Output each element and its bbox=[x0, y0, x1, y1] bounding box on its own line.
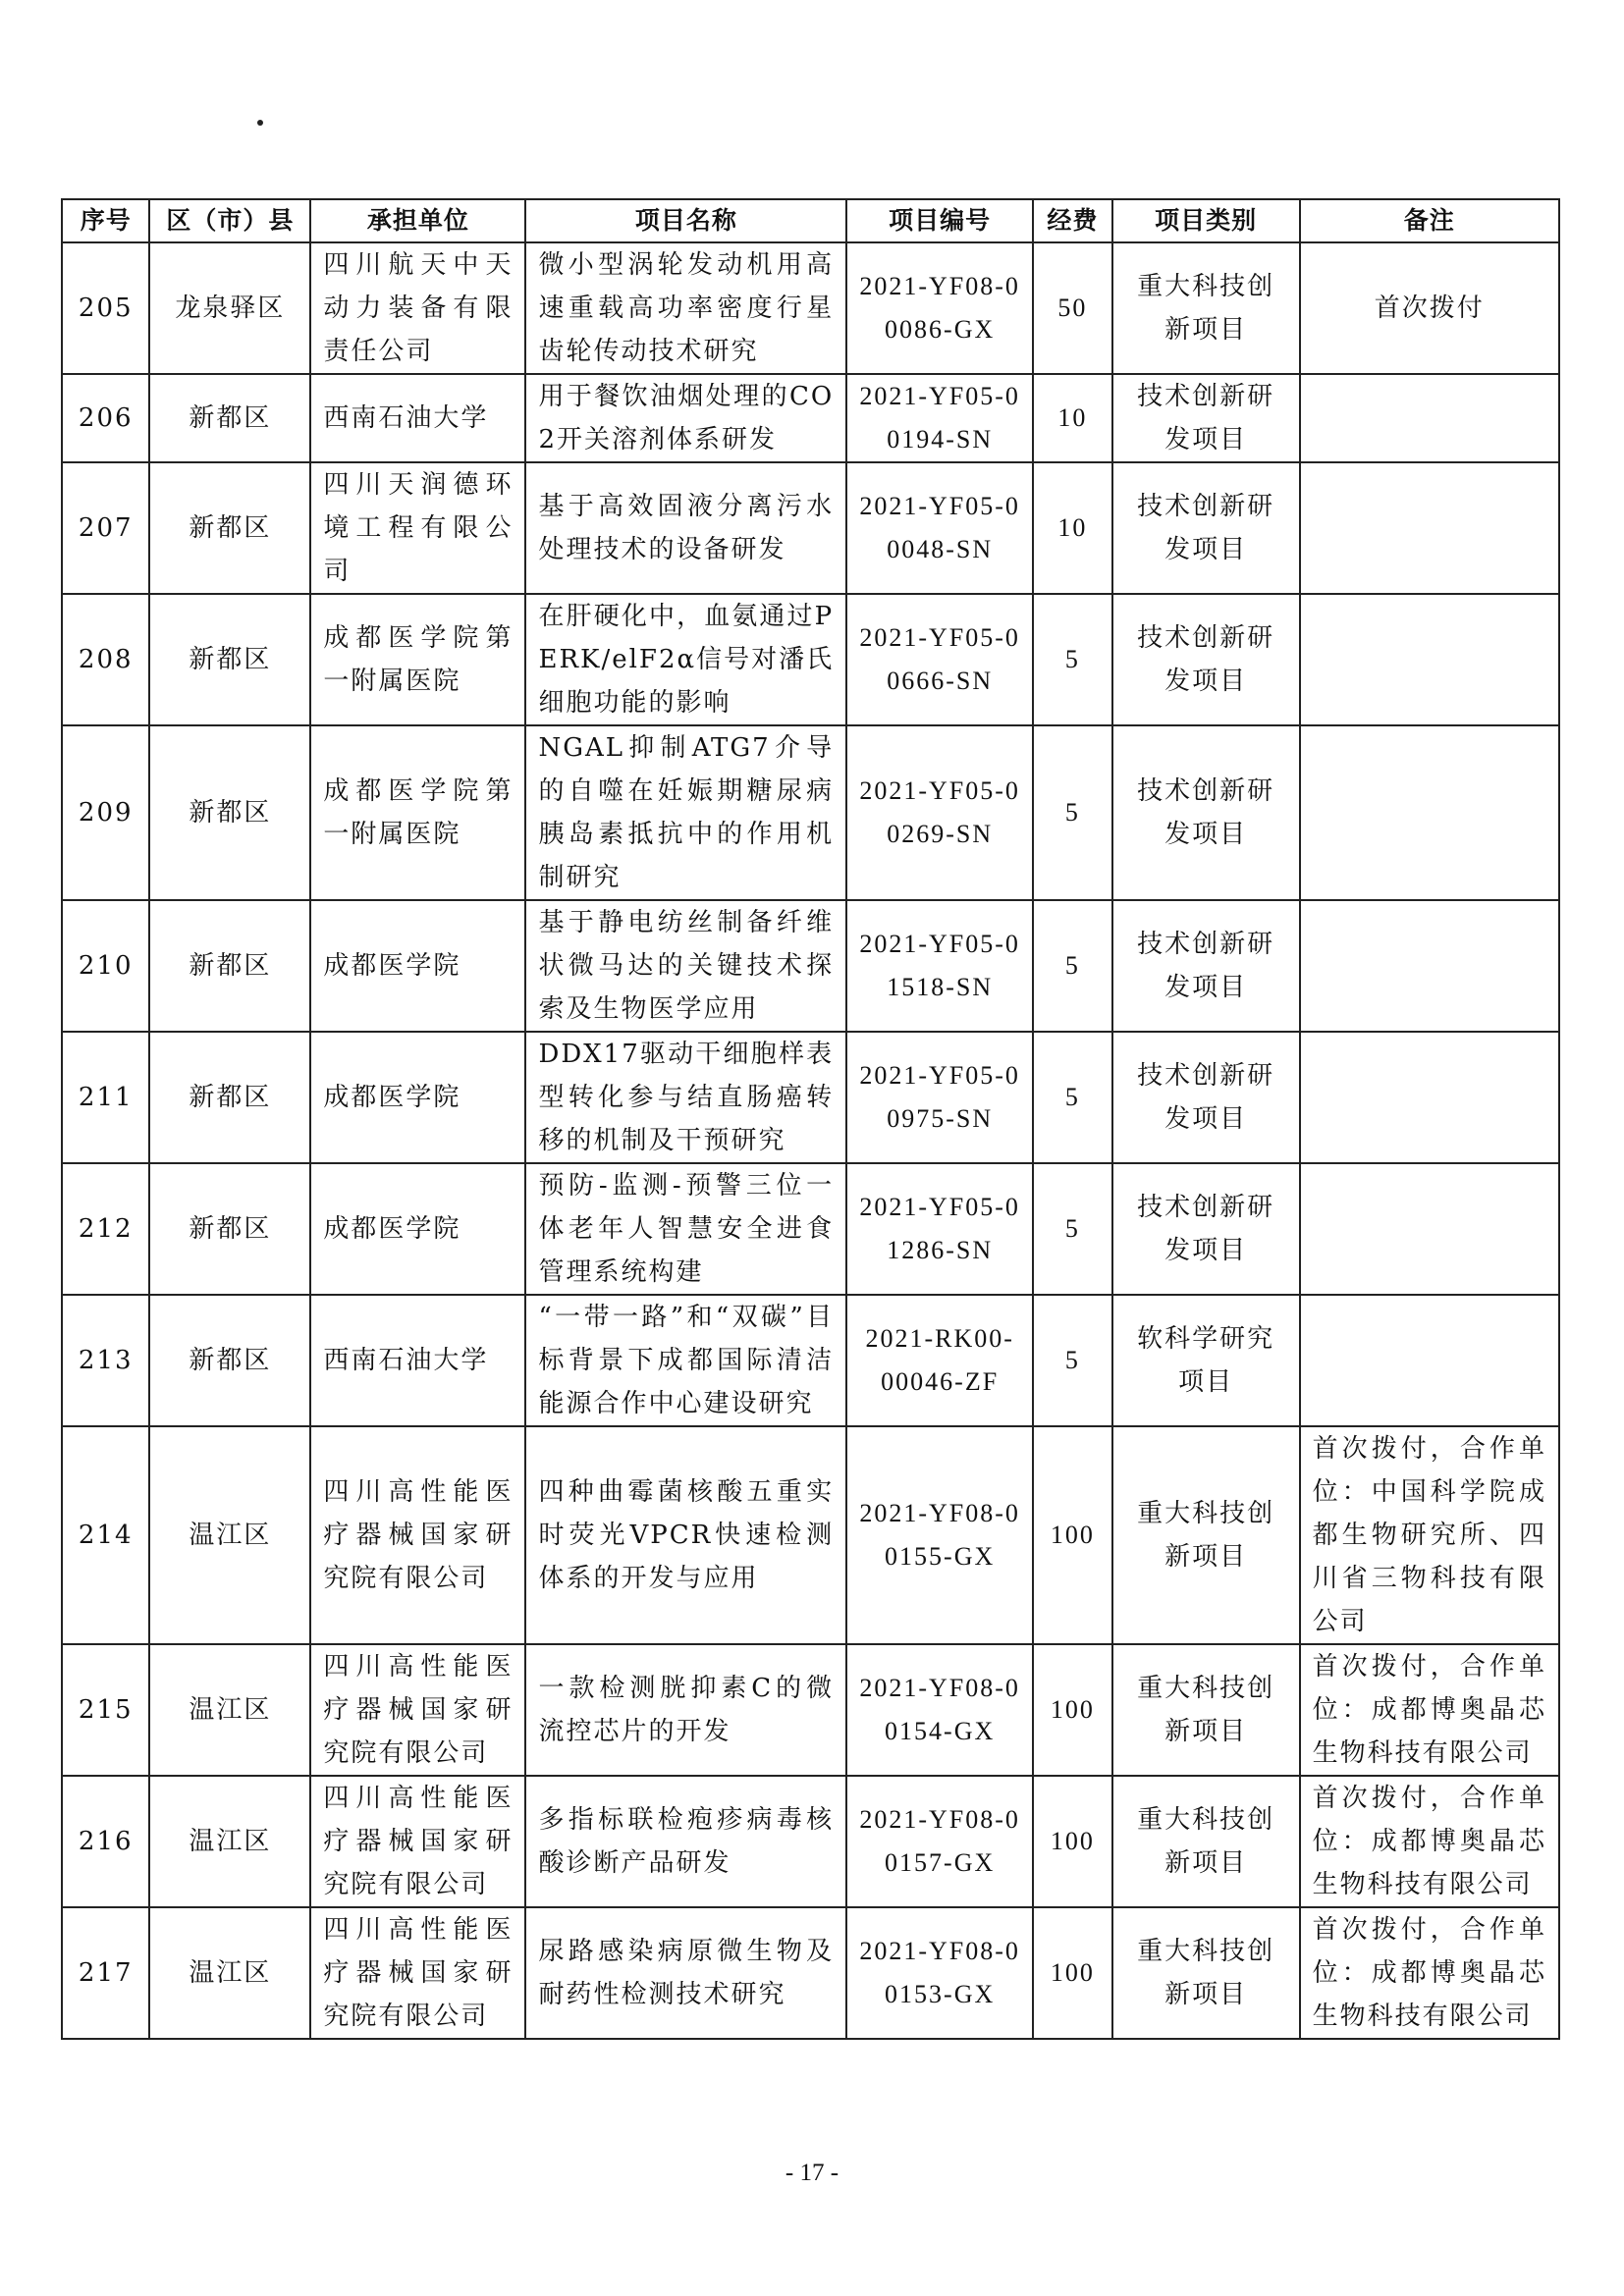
cell-name: 用于餐饮油烟处理的CO2开关溶剂体系研发 bbox=[525, 374, 846, 462]
header-code: 项目编号 bbox=[846, 199, 1033, 242]
cell-name: 四种曲霉菌核酸五重实时荧光VPCR快速检测体系的开发与应用 bbox=[525, 1426, 846, 1644]
cell-category: 技术创新研发项目 bbox=[1112, 900, 1300, 1032]
cell-fund: 5 bbox=[1033, 725, 1111, 900]
cell-category: 技术创新研发项目 bbox=[1112, 374, 1300, 462]
cell-note bbox=[1300, 900, 1559, 1032]
cell-unit: 四川高性能医疗器械国家研究院有限公司 bbox=[310, 1426, 525, 1644]
cell-code: 2021-YF08-00157-GX bbox=[846, 1776, 1033, 1907]
cell-note: 首次拨付 bbox=[1300, 242, 1559, 374]
cell-no: 210 bbox=[62, 900, 149, 1032]
cell-unit: 四川天润德环境工程有限公司 bbox=[310, 462, 525, 594]
cell-category: 重大科技创新项目 bbox=[1112, 1776, 1300, 1907]
cell-district: 温江区 bbox=[149, 1644, 310, 1776]
cell-unit: 成都医学院第一附属医院 bbox=[310, 725, 525, 900]
cell-unit: 四川航天中天动力装备有限责任公司 bbox=[310, 242, 525, 374]
cell-code: 2021-YF05-00666-SN bbox=[846, 594, 1033, 725]
table-row bbox=[62, 725, 1559, 900]
cell-name: 一款检测胱抑素C的微流控芯片的开发 bbox=[525, 1644, 846, 1776]
cell-fund: 100 bbox=[1033, 1776, 1111, 1907]
cell-code: 2021-RK00-00046-ZF bbox=[846, 1295, 1033, 1426]
cell-district: 新都区 bbox=[149, 725, 310, 900]
cell-no: 207 bbox=[62, 462, 149, 594]
cell-no: 206 bbox=[62, 374, 149, 462]
cell-name: 预防-监测-预警三位一体老年人智慧安全进食管理系统构建 bbox=[525, 1163, 846, 1295]
cell-fund: 10 bbox=[1033, 462, 1111, 594]
cell-name: “一带一路”和“双碳”目标背景下成都国际清洁能源合作中心建设研究 bbox=[525, 1295, 846, 1426]
cell-unit: 成都医学院 bbox=[310, 1163, 525, 1295]
cell-code: 2021-YF05-00048-SN bbox=[846, 462, 1033, 594]
cell-category: 重大科技创新项目 bbox=[1112, 1907, 1300, 2039]
cell-category: 技术创新研发项目 bbox=[1112, 1032, 1300, 1163]
cell-unit: 西南石油大学 bbox=[310, 1295, 525, 1426]
header-note: 备注 bbox=[1300, 199, 1559, 242]
cell-no: 215 bbox=[62, 1644, 149, 1776]
cell-unit: 四川高性能医疗器械国家研究院有限公司 bbox=[310, 1907, 525, 2039]
cell-no: 214 bbox=[62, 1426, 149, 1644]
cell-category: 重大科技创新项目 bbox=[1112, 1426, 1300, 1644]
cell-code: 2021-YF05-01286-SN bbox=[846, 1163, 1033, 1295]
cell-fund: 5 bbox=[1033, 1163, 1111, 1295]
table-row bbox=[62, 1032, 1559, 1163]
cell-no: 205 bbox=[62, 242, 149, 374]
cell-name: NGAL抑制ATG7介导的自噬在妊娠期糖尿病胰岛素抵抗中的作用机制研究 bbox=[525, 725, 846, 900]
cell-note: 首次拨付，合作单位：成都博奥晶芯生物科技有限公司 bbox=[1300, 1776, 1559, 1907]
cell-name: 多指标联检疱疹病毒核酸诊断产品研发 bbox=[525, 1776, 846, 1907]
cell-unit: 成都医学院 bbox=[310, 900, 525, 1032]
cell-no: 213 bbox=[62, 1295, 149, 1426]
cell-fund: 5 bbox=[1033, 900, 1111, 1032]
table-row bbox=[62, 1163, 1559, 1295]
table-row bbox=[62, 374, 1559, 462]
cell-unit: 西南石油大学 bbox=[310, 374, 525, 462]
cell-category: 技术创新研发项目 bbox=[1112, 594, 1300, 725]
header-unit: 承担单位 bbox=[310, 199, 525, 242]
cell-name: 微小型涡轮发动机用高速重载高功率密度行星齿轮传动技术研究 bbox=[525, 242, 846, 374]
table-row bbox=[62, 242, 1559, 374]
cell-no: 216 bbox=[62, 1776, 149, 1907]
cell-code: 2021-YF05-00194-SN bbox=[846, 374, 1033, 462]
table-row bbox=[62, 900, 1559, 1032]
cell-no: 208 bbox=[62, 594, 149, 725]
cell-district: 温江区 bbox=[149, 1426, 310, 1644]
cell-name: 尿路感染病原微生物及耐药性检测技术研究 bbox=[525, 1907, 846, 2039]
table-row bbox=[62, 1426, 1559, 1644]
cell-no: 217 bbox=[62, 1907, 149, 2039]
cell-note: 首次拨付，合作单位：成都博奥晶芯生物科技有限公司 bbox=[1300, 1907, 1559, 2039]
cell-note: 首次拨付，合作单位：中国科学院成都生物研究所、四川省三物科技有限公司 bbox=[1300, 1426, 1559, 1644]
cell-fund: 5 bbox=[1033, 1032, 1111, 1163]
cell-fund: 100 bbox=[1033, 1644, 1111, 1776]
cell-code: 2021-YF08-00155-GX bbox=[846, 1426, 1033, 1644]
cell-fund: 100 bbox=[1033, 1426, 1111, 1644]
cell-no: 209 bbox=[62, 725, 149, 900]
cell-unit: 成都医学院 bbox=[310, 1032, 525, 1163]
cell-note bbox=[1300, 462, 1559, 594]
table-row bbox=[62, 1776, 1559, 1907]
cell-name: 基于静电纺丝制备纤维状微马达的关键技术探索及生物医学应用 bbox=[525, 900, 846, 1032]
cell-code: 2021-YF05-00269-SN bbox=[846, 725, 1033, 900]
cell-category: 软科学研究项目 bbox=[1112, 1295, 1300, 1426]
cell-fund: 5 bbox=[1033, 594, 1111, 725]
cell-category: 技术创新研发项目 bbox=[1112, 462, 1300, 594]
cell-district: 龙泉驿区 bbox=[149, 242, 310, 374]
table-row bbox=[62, 1295, 1559, 1426]
header-category: 项目类别 bbox=[1112, 199, 1300, 242]
cell-district: 新都区 bbox=[149, 594, 310, 725]
header-row bbox=[62, 199, 1559, 242]
cell-note bbox=[1300, 725, 1559, 900]
cell-category: 技术创新研发项目 bbox=[1112, 725, 1300, 900]
cell-fund: 100 bbox=[1033, 1907, 1111, 2039]
cell-name: 基于高效固液分离污水处理技术的设备研发 bbox=[525, 462, 846, 594]
cell-note bbox=[1300, 1295, 1559, 1426]
header-fund: 经费 bbox=[1033, 199, 1111, 242]
cell-note bbox=[1300, 374, 1559, 462]
cell-no: 211 bbox=[62, 1032, 149, 1163]
table-row bbox=[62, 1644, 1559, 1776]
cell-fund: 10 bbox=[1033, 374, 1111, 462]
stray-dot bbox=[257, 120, 263, 126]
cell-name: 在肝硬化中，血氨通过PERK/elF2α信号对潘氏细胞功能的影响 bbox=[525, 594, 846, 725]
cell-code: 2021-YF08-00153-GX bbox=[846, 1907, 1033, 2039]
cell-unit: 四川高性能医疗器械国家研究院有限公司 bbox=[310, 1644, 525, 1776]
cell-code: 2021-YF05-00975-SN bbox=[846, 1032, 1033, 1163]
cell-code: 2021-YF08-00154-GX bbox=[846, 1644, 1033, 1776]
cell-note bbox=[1300, 1032, 1559, 1163]
cell-category: 重大科技创新项目 bbox=[1112, 242, 1300, 374]
cell-district: 新都区 bbox=[149, 462, 310, 594]
cell-district: 新都区 bbox=[149, 374, 310, 462]
cell-no: 212 bbox=[62, 1163, 149, 1295]
header-district: 区（市）县 bbox=[149, 199, 310, 242]
table-row bbox=[62, 1907, 1559, 2039]
cell-category: 重大科技创新项目 bbox=[1112, 1644, 1300, 1776]
cell-district: 温江区 bbox=[149, 1907, 310, 2039]
cell-district: 新都区 bbox=[149, 1032, 310, 1163]
cell-district: 新都区 bbox=[149, 1295, 310, 1426]
cell-name: DDX17驱动干细胞样表型转化参与结直肠癌转移的机制及干预研究 bbox=[525, 1032, 846, 1163]
project-table bbox=[61, 198, 1560, 2040]
cell-note: 首次拨付，合作单位：成都博奥晶芯生物科技有限公司 bbox=[1300, 1644, 1559, 1776]
header-no: 序号 bbox=[62, 199, 149, 242]
cell-district: 新都区 bbox=[149, 900, 310, 1032]
cell-district: 温江区 bbox=[149, 1776, 310, 1907]
cell-unit: 成都医学院第一附属医院 bbox=[310, 594, 525, 725]
cell-category: 技术创新研发项目 bbox=[1112, 1163, 1300, 1295]
page-number: - 17 - bbox=[785, 2160, 839, 2186]
cell-fund: 5 bbox=[1033, 1295, 1111, 1426]
header-name: 项目名称 bbox=[525, 199, 846, 242]
cell-code: 2021-YF05-01518-SN bbox=[846, 900, 1033, 1032]
cell-fund: 50 bbox=[1033, 242, 1111, 374]
cell-district: 新都区 bbox=[149, 1163, 310, 1295]
cell-code: 2021-YF08-00086-GX bbox=[846, 242, 1033, 374]
cell-note bbox=[1300, 594, 1559, 725]
cell-note bbox=[1300, 1163, 1559, 1295]
cell-unit: 四川高性能医疗器械国家研究院有限公司 bbox=[310, 1776, 525, 1907]
table-row bbox=[62, 594, 1559, 725]
table-row bbox=[62, 462, 1559, 594]
